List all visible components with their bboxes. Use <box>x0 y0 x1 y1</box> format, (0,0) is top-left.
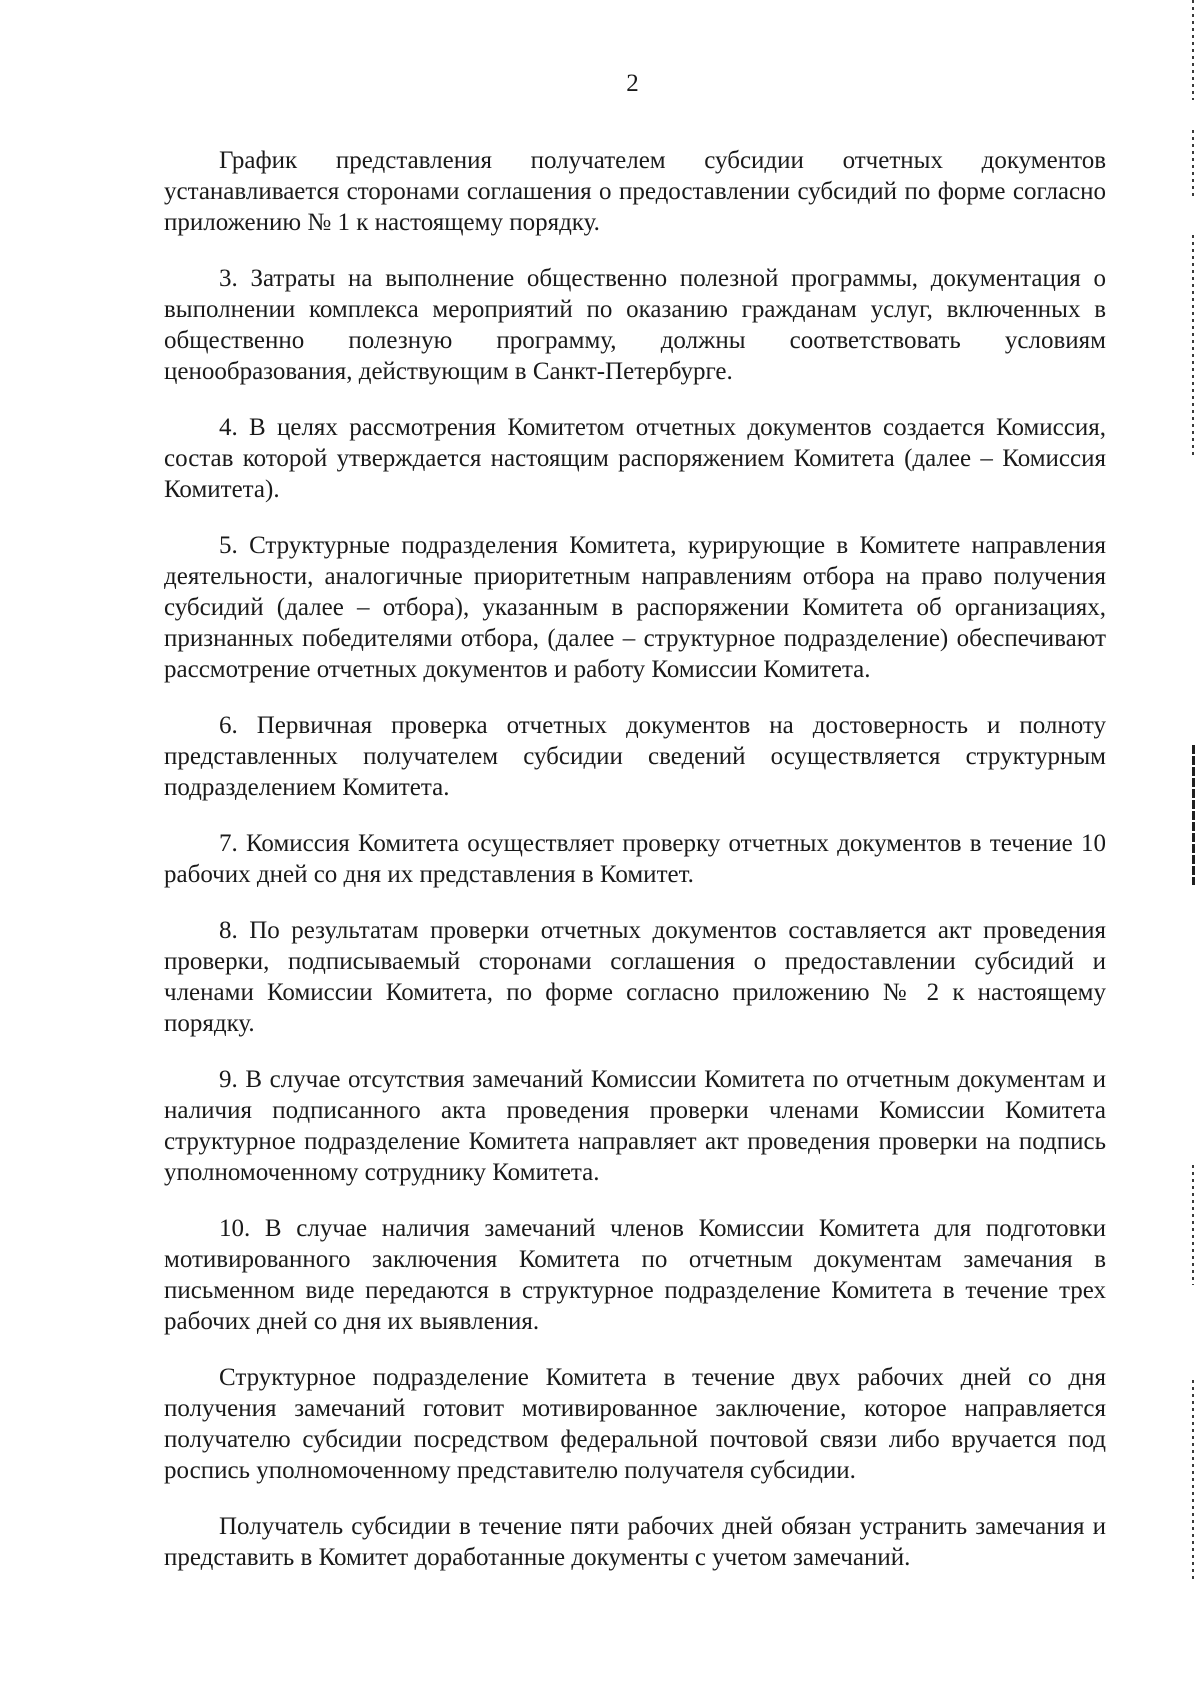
scan-edge-mark <box>1192 1165 1194 1285</box>
scan-edge-mark <box>1192 745 1195 885</box>
paragraph-8: 8. По результатам проверки отчетных документов составляется акт проведения проверки, подписываемый сторонами соглашения о предоставлении субсидий и членами Комиссии Комитета, по форме согласно приложению № 2 к настоящему порядку. <box>164 917 1106 1037</box>
paragraph-6: 6. Первичная проверка отчетных документов на достоверность и полноту представленных получателем субсидии сведений осуществляется структурным подразделением Комитета. <box>164 712 1106 801</box>
paragraph-schedule: График представления получателем субсидии отчетных документов устанавливается сторонами соглашения о предоставлении субсидий по форме согласно приложению № 1 к настоящему порядку. <box>164 147 1106 236</box>
scan-edge-mark <box>1192 1380 1194 1580</box>
scan-edge-mark <box>1192 130 1194 200</box>
paragraph-3: 3. Затраты на выполнение общественно полезной программы, документация о выполнении комплекса мероприятий по оказанию гражданам услуг, включенных в общественно полезную программу, должны соответствовать условиям ценообразования, действующим в Санкт-Петербурге. <box>164 265 1106 385</box>
page-number: 2 <box>626 70 639 97</box>
paragraph-structural-unit: Структурное подразделение Комитета в течение двух рабочих дней со дня получения замечаний готовит мотивированное заключение, которое направляется получателю субсидии посредством федеральной почтовой связи либо вручается под роспись уполномоченному представителю получателя субсидии. <box>164 1364 1106 1484</box>
scan-edge-mark <box>1192 235 1194 455</box>
paragraph-7: 7. Комиссия Комитета осуществляет проверку отчетных документов в течение 10 рабочих дней со дня их представления в Комитет. <box>164 830 1106 888</box>
paragraph-9: 9. В случае отсутствия замечаний Комиссии Комитета по отчетным документам и наличия подписанного акта проведения проверки членами Комиссии Комитета структурное подразделение Комитета направляет акт проведения проверки на подпись уполномоченному сотруднику Комитета. <box>164 1066 1106 1186</box>
document-body <box>164 145 1106 1598</box>
scan-edge-mark <box>1192 0 1194 100</box>
paragraph-4: 4. В целях рассмотрения Комитетом отчетных документов создается Комиссия, состав которой утверждается настоящим распоряжением Комитета (далее – Комиссия Комитета). <box>164 414 1106 503</box>
paragraph-recipient: Получатель субсидии в течение пяти рабочих дней обязан устранить замечания и представить в Комитет доработанные документы с учетом замечаний. <box>164 1513 1106 1571</box>
paragraph-10: 10. В случае наличия замечаний членов Комиссии Комитета для подготовки мотивированного заключения Комитета по отчетным документам замечания в письменном виде передаются в структурное подразделение Комитета в течение трех рабочих дней со дня их выявления. <box>164 1215 1106 1335</box>
paragraph-5: 5. Структурные подразделения Комитета, курирующие в Комитете направления деятельности, аналогичные приоритетным направлениям отбора на право получения субсидий (далее – отбора), указанным в распоряжении Комитета об организациях, признанных победителями отбора, (далее – структурное подразделение) обеспечивают рассмотрение отчетных документов и работу Комиссии Комитета. <box>164 532 1106 683</box>
